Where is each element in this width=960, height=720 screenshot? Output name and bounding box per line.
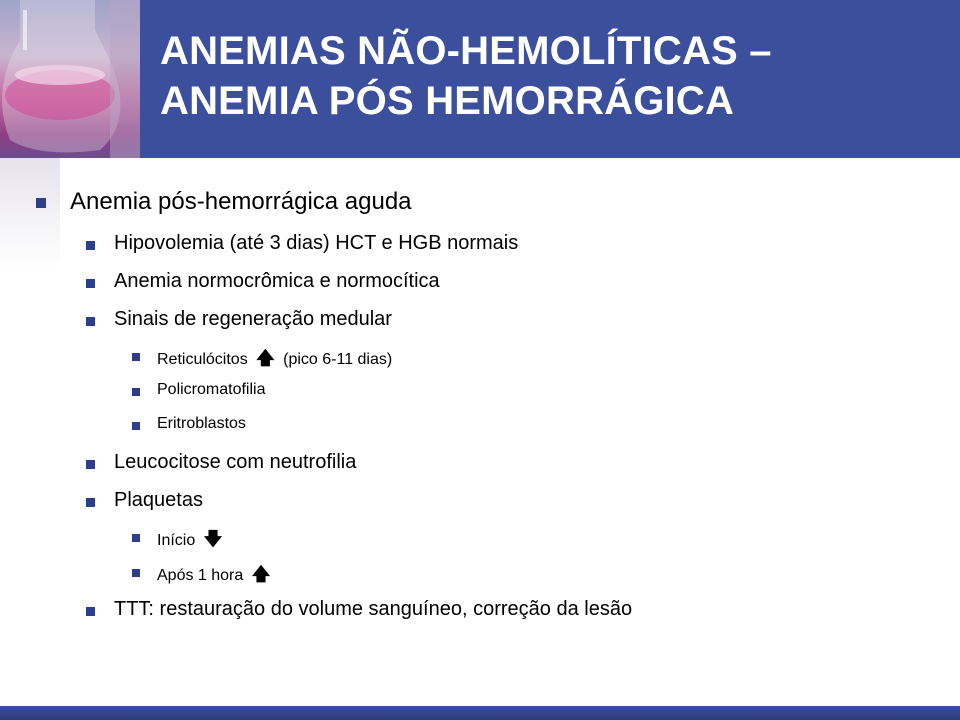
bullet-square-icon <box>86 279 95 288</box>
bullet-square-icon <box>86 317 95 326</box>
list-item-leucocitose: Leucocitose com neutrofilia <box>114 451 357 473</box>
list-item-sinais: Sinais de regeneração medular <box>114 308 392 330</box>
list-item-hipovolemia: Hipovolemia (até 3 dias) HCT e HGB normais <box>114 232 519 254</box>
reticulocitos-note: (pico 6-11 dias) <box>283 351 393 368</box>
arrow-up-icon: 🡅 <box>256 348 275 368</box>
reticulocitos-label: Reticulócitos <box>157 351 248 368</box>
bullet-square-icon <box>132 353 140 361</box>
bullet-square-icon <box>86 460 95 469</box>
footer-bar <box>0 706 960 720</box>
decorative-fade <box>0 158 60 268</box>
list-item-ttt: TTT: restauração do volume sanguíneo, correção da lesão <box>114 598 633 620</box>
page-title <box>160 26 940 126</box>
bullet-square-icon <box>86 241 95 250</box>
inicio-label: Início <box>157 532 196 549</box>
bullet-square-icon <box>132 388 140 396</box>
list-item-inicio <box>157 527 226 557</box>
apos-label: Após 1 hora <box>157 567 244 584</box>
flask-image <box>0 0 140 158</box>
bullet-square-icon <box>132 422 140 430</box>
title-line-2: ANEMIA PÓS HEMORRÁGICA <box>160 79 735 123</box>
title-banner <box>0 0 960 158</box>
list-item-eritroblastos: Eritroblastos <box>157 415 246 432</box>
bullet-square-icon <box>132 569 140 577</box>
list-item-policromatofilia: Policromatofilia <box>157 381 266 398</box>
list-item-normocromica: Anemia normocrômica e normocítica <box>114 270 440 292</box>
list-item-apos <box>157 562 274 592</box>
arrow-up-icon: 🡅 <box>251 564 271 584</box>
bullet-square-icon <box>132 534 140 542</box>
arrow-down-icon: 🡇 <box>203 529 223 549</box>
list-item-main: Anemia pós-hemorrágica aguda <box>70 188 412 215</box>
list-item-plaquetas: Plaquetas <box>114 489 203 511</box>
bullet-square-icon <box>86 498 95 507</box>
title-line-1: ANEMIAS NÃO-HEMOLÍTICAS – <box>160 29 772 73</box>
bullet-square-icon <box>86 607 95 616</box>
bullet-square-icon <box>36 198 46 208</box>
list-item-reticulocitos <box>157 346 392 376</box>
